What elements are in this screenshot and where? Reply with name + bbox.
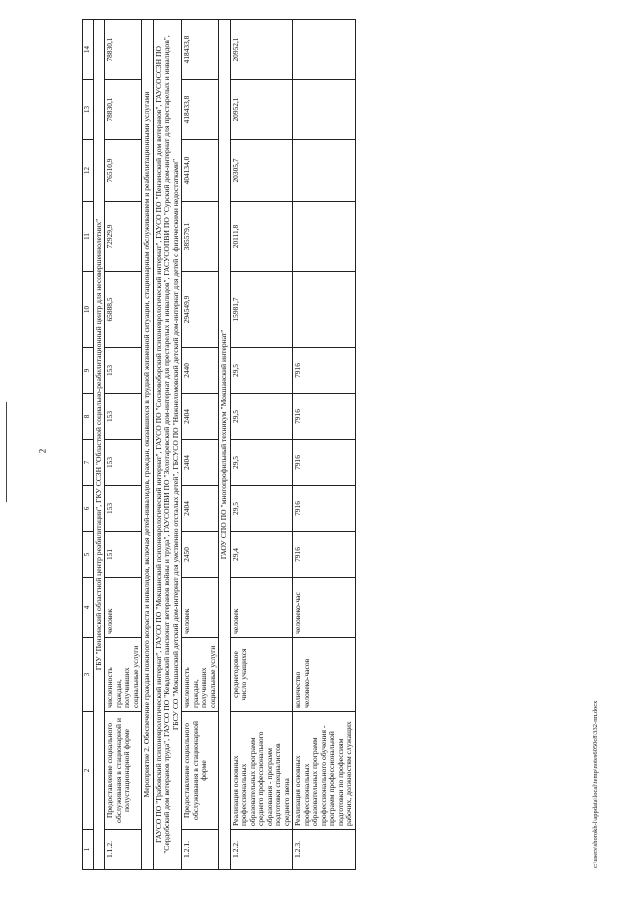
value-col7: 29,5	[230, 440, 293, 486]
value-col10: 294549,9	[182, 272, 219, 348]
value-col5: 7916	[293, 532, 356, 578]
value-col8: 153	[105, 394, 142, 440]
value-col10: 15981,7	[230, 272, 293, 348]
section-header-measure-2: Мероприятие 2. Обеспечение граждан пожилого возраста и инвалидов, включая детей-инвалидов, граждан, оказавшихся в трудной жизненной ситуации, стационарным обслуживанием и реабилитационными услугами	[142, 20, 154, 870]
value-col7: 2404	[182, 440, 219, 486]
service-name: Предоставление социального обслуживания в стационарной и полустационарной форме	[105, 712, 142, 830]
row-number: 1.2.2.	[230, 830, 293, 870]
service-name: Реализация основных профессиональных образовательных программ профессионального обучения - программ профессиональной подготовки по профессиям рабочих, должностям служащих	[293, 712, 356, 830]
col-number: 2	[83, 712, 94, 830]
page-number: 2	[37, 448, 48, 454]
indicator-name: среднегодовое число учащихся	[230, 638, 293, 712]
value-col9: 2440	[182, 348, 219, 394]
col-number: 10	[83, 272, 94, 348]
value-col8: 2404	[182, 394, 219, 440]
section-header-gbu: ГБУ "Пензенский областной центр реабилитации", ГКУ ССЗН "Областной социально-реабилитационный центр для несовершеннолетних"	[93, 20, 105, 870]
table-row	[230, 20, 293, 870]
value-col13: 78830,1	[105, 80, 142, 140]
col-number: 6	[83, 486, 94, 532]
col-number: 9	[83, 348, 94, 394]
unit: человеко-час	[293, 578, 356, 638]
section-header-institutions: ГАУСО ПО "Грабовский психоневрологический интернат", ГАУСО ПО "Мокшанский психоневрологический интернат", ГАУСО ПО "Сосновоборский психоневрологический интернат", ГАУСО ПО "Пензенский дом ветеранов", ГАУСОССЗН ПО "Сердобский дом ветеранов труда", ГАУСО ПО "Кевдовский пансионат ветеранов войны и труда", ГАУСОПВИ ПО "Золотаревский дом-интернат для престарелых и инвалидов", ГАСУСОПВИ ПО "Сурский дом-интернат для престарелых и инвалидов", ГБСУ СО "Мокшанский детский дом-интернат для умственно отсталых детей", ГБСУСО ПО "Нижнеломовский детский дом-интернат для детей с физическими недостатками"	[153, 20, 182, 870]
value-col8: 29,5	[230, 394, 293, 440]
row-number: 1.2.3.	[293, 830, 356, 870]
value-col14: 78830,1	[105, 20, 142, 80]
indicator-name: количество человеко-часов	[293, 638, 356, 712]
indicator-name: численность граждан, получивших социальные услуги	[105, 638, 142, 712]
value-col12: 404134,0	[182, 140, 219, 202]
col-number: 4	[83, 578, 94, 638]
value-col7: 7916	[293, 440, 356, 486]
value-col6: 29,5	[230, 486, 293, 532]
row-number: 1.1.2.	[105, 830, 142, 870]
col-number: 5	[83, 532, 94, 578]
indicator-name: численность граждан, получивших социальные услуги	[182, 638, 219, 712]
value-col9: 153	[105, 348, 142, 394]
budget-table	[82, 19, 356, 870]
value-col11: 72929,9	[105, 202, 142, 272]
value-col7: 153	[105, 440, 142, 486]
value-col11	[293, 202, 356, 272]
value-col14	[293, 20, 356, 80]
table-row	[182, 20, 219, 870]
table-row	[293, 20, 356, 870]
value-col14: 20952,1	[230, 20, 293, 80]
value-col12: 20305,7	[230, 140, 293, 202]
value-col8: 7916	[293, 394, 356, 440]
value-col6: 153	[105, 486, 142, 532]
value-col13	[293, 80, 356, 140]
service-name: Реализация основных профессиональных образовательных программ среднего профессионального образования - программ подготовки специалистов среднего звена	[230, 712, 293, 830]
unit: человек	[105, 578, 142, 638]
unit: человек	[182, 578, 219, 638]
section-header-row	[219, 20, 231, 870]
value-col6: 2404	[182, 486, 219, 532]
col-number: 7	[83, 440, 94, 486]
value-col11: 20111,8	[230, 202, 293, 272]
section-header-row	[153, 20, 182, 870]
value-col10: 65888,5	[105, 272, 142, 348]
value-col9: 29,5	[230, 348, 293, 394]
col-number: 12	[83, 140, 94, 202]
value-col13: 418433,8	[182, 80, 219, 140]
service-name: Предоставление социального обслуживания в стационарной форме	[182, 712, 219, 830]
page-divider	[6, 402, 7, 502]
col-number: 13	[83, 80, 94, 140]
value-col5: 2450	[182, 532, 219, 578]
col-number: 3	[83, 638, 94, 712]
value-col11: 385579,1	[182, 202, 219, 272]
col-number: 1	[83, 830, 94, 870]
value-col5: 151	[105, 532, 142, 578]
value-col5: 29,4	[230, 532, 293, 578]
footer-file-path: c:\users\shorokh-l\appdata\local\temp\notes6050c8\332-пп.docx	[592, 700, 599, 868]
value-col14: 418433,8	[182, 20, 219, 80]
value-col13: 20952,1	[230, 80, 293, 140]
table-row	[105, 20, 142, 870]
rotated-table-container	[82, 20, 356, 870]
unit: человек	[230, 578, 293, 638]
value-col12: 76510,9	[105, 140, 142, 202]
section-header-row	[142, 20, 154, 870]
col-number: 8	[83, 394, 94, 440]
value-col6: 7916	[293, 486, 356, 532]
row-number: 1.2.1.	[182, 830, 219, 870]
col-number: 14	[83, 20, 94, 80]
value-col12	[293, 140, 356, 202]
value-col9: 7916	[293, 348, 356, 394]
column-number-row	[83, 20, 94, 870]
section-header-row	[93, 20, 105, 870]
value-col10	[293, 272, 356, 348]
col-number: 11	[83, 202, 94, 272]
section-header-gaou-spo: ГАОУ СПО ПО "многопрофильный техникум "Мокшанский интернат"	[219, 20, 231, 870]
